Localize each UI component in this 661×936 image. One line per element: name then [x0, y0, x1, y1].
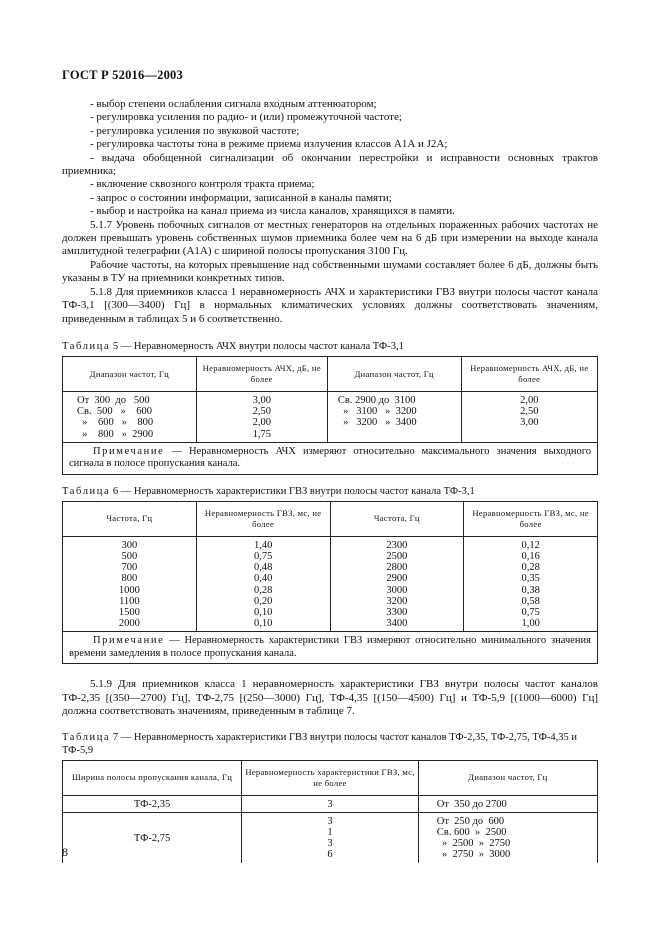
- table-6-title: — Неравномерность характеристики ГВЗ внутри полосы частот канала ТФ-3,1: [120, 485, 475, 497]
- table-6-freq-1-cell: 1000: [118, 584, 140, 596]
- table-7-values-2: [242, 812, 419, 862]
- table-5-header-range-1: Диапазон частот, Гц: [63, 356, 197, 391]
- table-6-gvz-1-cell: 0,48: [253, 562, 273, 574]
- table-7-ranges-1: [418, 795, 597, 812]
- table-5-afc-1-cell: 2,50: [252, 406, 271, 418]
- table-6-freq-1-cell: 1100: [119, 595, 140, 607]
- table-6-gvz-2-cell: 0,38: [521, 584, 540, 596]
- table-7-range-cell: » 2750 » 3000: [436, 849, 511, 861]
- table-6-col-gvz-1: [196, 536, 330, 632]
- table-6-freq-1-cell: 500: [121, 550, 138, 562]
- table-7-values-1: [242, 795, 419, 812]
- table-6-freq-1-cell: 300: [121, 539, 138, 551]
- table-5-col-afc-1: [196, 391, 327, 442]
- table-6-gvz-2-cell: 0,16: [521, 550, 540, 562]
- table-5-caption: [62, 340, 598, 353]
- table-5-afc-2-cell: 2,00: [520, 394, 539, 406]
- table-6-note: [63, 632, 598, 664]
- table-6-gvz-1-cell: 0,75: [253, 550, 273, 562]
- table-6-number: 6: [112, 485, 119, 497]
- table-7-title: — Неравномерность характеристики ГВЗ внутри полосы частот каналов ТФ-2,35, ТФ-2,75, ТФ-4,35 и ТФ-5,9: [62, 731, 578, 756]
- table-6-freq-2-cell: 2900: [386, 573, 408, 585]
- bullet-item-signalling: - выдача обобщенной сигнализации об окончании перестройки и исправности основных трактов приемника;: [62, 151, 598, 178]
- bullet-list-1: [62, 98, 598, 152]
- table-5-afc-2-cell: 2,50: [520, 406, 539, 418]
- table-6-gvz-2-cell: 0,58: [521, 595, 540, 607]
- table-5-afc-2-cell: 3,00: [520, 417, 539, 429]
- bullet-item: - включение сквозного контроля тракта приема;: [90, 178, 315, 191]
- table-6-freq-1-cell: 700: [121, 562, 138, 574]
- table-6: [62, 501, 598, 665]
- table-7-header-range: Диапазон частот, Гц: [418, 760, 597, 795]
- table-6-gvz-1-cell: 0,28: [253, 584, 273, 596]
- table-6-col-freq-1: [63, 536, 197, 632]
- table-6-note-label: Примечание: [93, 635, 165, 647]
- table-7-number: 7: [112, 731, 119, 743]
- table-6-freq-2-cell: 3400: [386, 618, 408, 630]
- table-7-ranges-2: [418, 812, 597, 862]
- table-7-value-cell: 3: [327, 838, 333, 850]
- table-6-gvz-1-cell: 1,40: [253, 539, 273, 551]
- table-7: [62, 760, 598, 863]
- table-5-note-text: — Неравномерность АЧХ измеряют относительно максимального значения выходного сигнала в полосе пропускания канала.: [69, 445, 591, 470]
- table-6-label: Таблица: [62, 485, 111, 497]
- table-5-range-1-cell: Св. 500 » 600: [77, 406, 152, 418]
- table-7-range-cell: От 350 до 2700: [436, 798, 507, 810]
- bullet-item: - запрос о состоянии информации, записанной в каналы памяти;: [90, 191, 392, 204]
- table-6-freq-2-cell: 3300: [386, 606, 408, 618]
- table-6-gvz-2-cell: 0,28: [521, 562, 540, 574]
- table-5-range-1-cell: » 800 » 2900: [77, 428, 154, 440]
- table-5-afc-1-cell: 3,00: [252, 394, 271, 406]
- table-5-range-2-cell: Св. 2900 до 3100: [337, 394, 416, 406]
- table-6-gvz-2-cell: 0,75: [521, 606, 540, 618]
- table-7-range-cell: Св. 600 » 2500: [436, 826, 507, 838]
- table-7-range-cell: От 250 до 600: [436, 815, 505, 827]
- table-5-col-range-2: [327, 391, 461, 442]
- table-6-gvz-2-cell: 0,12: [521, 539, 540, 551]
- table-6-header-freq-2: Частота, Гц: [330, 501, 464, 536]
- page-body: [62, 98, 598, 863]
- table-6-note-text: — Неравномерность характеристики ГВЗ измеряют относительно минимального значения времени замедления в полосе пропускания канала.: [69, 635, 591, 659]
- table-7-value-cell: 3: [327, 815, 333, 827]
- bullet-item: - выбор степени ослабления сигнала входным аттенюатором;: [90, 98, 377, 110]
- table-6-freq-2-cell: 3200: [386, 595, 408, 607]
- table-6-gvz-2-cell: 0,35: [521, 573, 540, 585]
- table-5-header-range-2: Диапазон частот, Гц: [327, 356, 461, 391]
- table-6-header-freq-1: Частота, Гц: [63, 501, 197, 536]
- table-5-range-2-cell: » 3200 » 3400: [337, 417, 417, 429]
- bullet-item: - регулировка частоты тона в режиме приема излучения классов А1А и J2A;: [90, 138, 448, 151]
- bullet-item: - регулировка усиления по радио- и (или) промежуточной частоте;: [90, 111, 402, 124]
- table-5-title: — Неравномерность АЧХ внутри полосы частот канала ТФ-3,1: [120, 340, 404, 352]
- table-5: [62, 356, 598, 475]
- table-6-gvz-1-cell: 0,40: [253, 573, 273, 585]
- table-5-note-label: Примечание: [93, 445, 165, 457]
- paragraph-5-1-8: 5.1.8 Для приемников класса 1 неравномерность АЧХ и характеристики ГВЗ внутри полосы частот канала ТФ-3,1 [(300—3400) Гц] в нормальных климатических условиях должны соответствовать значениям, приведенным в таблицах 5 и 6 соответственно.: [62, 285, 598, 325]
- paragraph-5-1-7-b: Рабочие частоты, на которых превышение над собственными шумами составляет более 6 дБ, должны быть указаны в ТУ на приемники конкретных типов.: [62, 258, 598, 285]
- table-5-col-range-1: [63, 391, 197, 442]
- paragraph-5-1-7: 5.1.7 Уровень побочных сигналов от местных генераторов на отдельных пораженных рабочих частотах не должен превышать уровень собственных шумов приемника более чем на 6 дБ при измерении на выходе канала амплитудной телеграфии (А1А) с шириной полосы пропускания 3100 Гц.: [62, 218, 598, 258]
- table-7-range-cell: » 2500 » 2750: [436, 838, 511, 850]
- table-6-freq-1-cell: 2000: [118, 618, 140, 630]
- bullet-item: - регулировка усиления по звуковой частоте;: [90, 124, 300, 137]
- table-6-freq-2-cell: 2300: [386, 539, 408, 551]
- table-5-range-1-cell: » 600 » 800: [77, 417, 154, 429]
- table-7-channel-1: ТФ-2,35: [63, 795, 242, 812]
- table-5-note: [63, 442, 598, 474]
- bullet-item: - выбор и настройка на канал приема из числа каналов, хранящихся в памяти.: [90, 205, 455, 218]
- table-6-gvz-1-cell: 0,10: [253, 606, 273, 618]
- table-6-freq-2-cell: 2500: [386, 550, 408, 562]
- table-6-freq-1-cell: 800: [121, 573, 138, 585]
- table-7-caption: [62, 731, 598, 757]
- table-6-gvz-1-cell: 0,10: [253, 618, 273, 630]
- table-7-value-cell: 1: [327, 826, 333, 838]
- table-5-header-afc-2: Неравномерность АЧХ, дБ, не более: [461, 356, 597, 391]
- bullet-list-2: [62, 178, 598, 218]
- table-6-col-gvz-2: [464, 536, 598, 632]
- table-5-range-2-cell: » 3100 » 3200: [337, 406, 417, 418]
- table-5-header-afc-1: Неравномерность АЧХ, дБ, не более: [196, 356, 327, 391]
- table-5-label: Таблица: [62, 340, 111, 352]
- table-5-number: 5: [112, 340, 119, 352]
- table-6-freq-1-cell: 1500: [118, 606, 140, 618]
- document-header: ГОСТ Р 52016—2003: [62, 68, 183, 82]
- table-7-header-gvz: Неравномерность характеристики ГВЗ, мс, не более: [242, 760, 419, 795]
- table-6-freq-2-cell: 2800: [386, 562, 408, 574]
- table-6-gvz-1-cell: 0,20: [253, 595, 273, 607]
- table-7-value-cell: 3: [327, 798, 333, 810]
- table-5-range-1-cell: От 300 до 500: [77, 394, 150, 406]
- table-7-header-bandwidth: Ширина полосы пропускания канала, Гц: [63, 760, 242, 795]
- table-5-afc-1-cell: 2,00: [252, 417, 271, 429]
- table-5-afc-1-cell: 1,75: [252, 428, 271, 440]
- table-6-caption: [62, 485, 598, 498]
- table-6-header-gvz-1: Неравномерность ГВЗ, мс, не более: [196, 501, 330, 536]
- table-6-col-freq-2: [330, 536, 464, 632]
- table-6-freq-2-cell: 3000: [386, 584, 408, 596]
- table-5-col-afc-2: [461, 391, 597, 442]
- table-7-label: Таблица: [62, 731, 111, 743]
- table-6-header-gvz-2: Неравномерность ГВЗ, мс, не более: [464, 501, 598, 536]
- page-number: 8: [62, 845, 68, 859]
- table-7-value-cell: 6: [327, 849, 333, 861]
- table-7-channel-2: ТФ-2,75: [63, 812, 242, 862]
- paragraph-5-1-9: 5.1.9 Для приемников класса 1 неравномерность характеристики ГВЗ внутри полосы частот каналов ТФ-2,35 [(350—2700) Гц], ТФ-2,75 [(250—3000) Гц], ТФ-4,35 [(150—4500) Гц] и ТФ-5,9 [(1000—6000) Гц] должна соответствовать значениям, приведенным в таблице 7.: [62, 678, 598, 718]
- table-6-gvz-2-cell: 1,00: [521, 618, 540, 630]
